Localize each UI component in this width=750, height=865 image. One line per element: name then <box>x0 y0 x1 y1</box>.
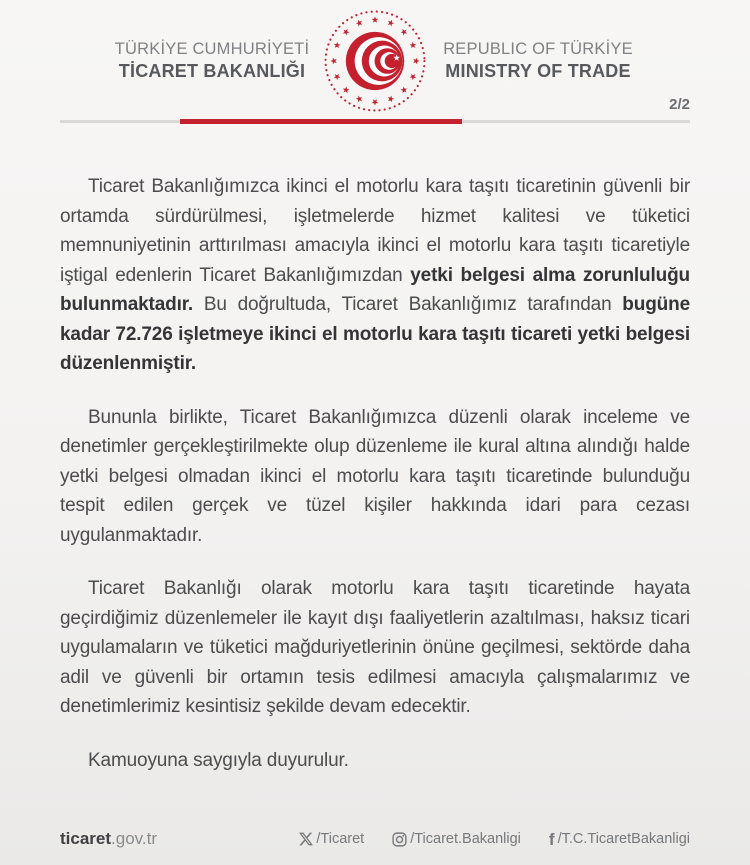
body-paragraphs <box>60 172 690 722</box>
facebook-icon: f <box>548 829 555 849</box>
website-link[interactable] <box>60 829 157 849</box>
social-facebook-handle: /T.C.TicaretBakanligi <box>557 831 690 847</box>
paragraph: Bununla birlikte, Ticaret Bakanlığımızca düzenli olarak inceleme ve denetimler gerçekleştirilmekte olup düzenleme ile kural altına alındığı halde yetki belgesi olmadan ikinci el motorlu kara taşıtı ticaretinde bulunduğu tespit edilen gerçek ve tüzel kişiler hakkında idari para cezası uygulanmaktadır. <box>60 406 690 546</box>
closing-line: Kamuoyuna saygıyla duyurulur. <box>88 749 349 771</box>
social-links <box>299 831 690 848</box>
header-right-line2: MINISTRY OF TRADE <box>445 61 631 82</box>
divider-red-segment <box>180 119 462 124</box>
social-instagram-handle: /Ticaret.Bakanligi <box>410 831 521 847</box>
header-right-title <box>428 39 648 82</box>
header-left-title <box>102 39 322 82</box>
announcement-body <box>60 172 690 799</box>
website-bold: ticaret <box>60 829 112 848</box>
x-icon <box>299 832 313 846</box>
paragraph: Ticaret Bakanlığımızca ikinci el motorlu kara taşıtı ticaretinin güvenli bir ortamda sürdürülmesi, işletmelerde hizmet kalitesi ve tüketici memnuniyetinin arttırılması amacıyla ikinci el motorlu kara taşıtı ticaretiyle iştigal edenlerin Ticaret Bakanlığımızdan yetki belgesi alma zorunluluğu bulunmaktadır. Bu doğrultuda, Ticaret Bakanlığımız tarafından bugüne kadar 72.726 işletmeye ikinci el motorlu kara taşıtı ticareti yetki belgesi düzenlenmiştir. <box>60 176 690 374</box>
website-rest: .gov.tr <box>111 829 158 848</box>
page-number: 2/2 <box>669 96 690 113</box>
social-x[interactable] <box>299 831 364 847</box>
social-facebook[interactable] <box>549 831 690 848</box>
paragraph: Ticaret Bakanlığı olarak motorlu kara taşıtı ticaretinde hayata geçirdiğimiz düzenlemeler ile kayıt dışı faaliyetlerin azaltılması, haksız ticari uygulamaların ve tüketici mağduriyetlerinin önüne geçilmesi, sektörde daha adil ve güvenli bir ortamın tesis edilmesi amacıyla çalışmalarımız ve denetimlerimiz kesintisiz şekilde devam edecektir. <box>60 578 690 717</box>
header-left-line2: TİCARET BAKANLIĞI <box>118 61 306 82</box>
header <box>0 8 750 114</box>
header-left-line1: TÜRKİYE CUMHURİYETİ <box>114 40 310 59</box>
header-right-line1: REPUBLIC OF TÜRKİYE <box>443 40 633 59</box>
social-instagram[interactable] <box>392 831 521 847</box>
social-x-handle: /Ticaret <box>316 831 365 847</box>
ministry-of-trade-emblem-icon <box>322 8 428 114</box>
divider-line <box>60 120 690 123</box>
instagram-icon <box>392 832 407 847</box>
footer <box>60 829 690 849</box>
